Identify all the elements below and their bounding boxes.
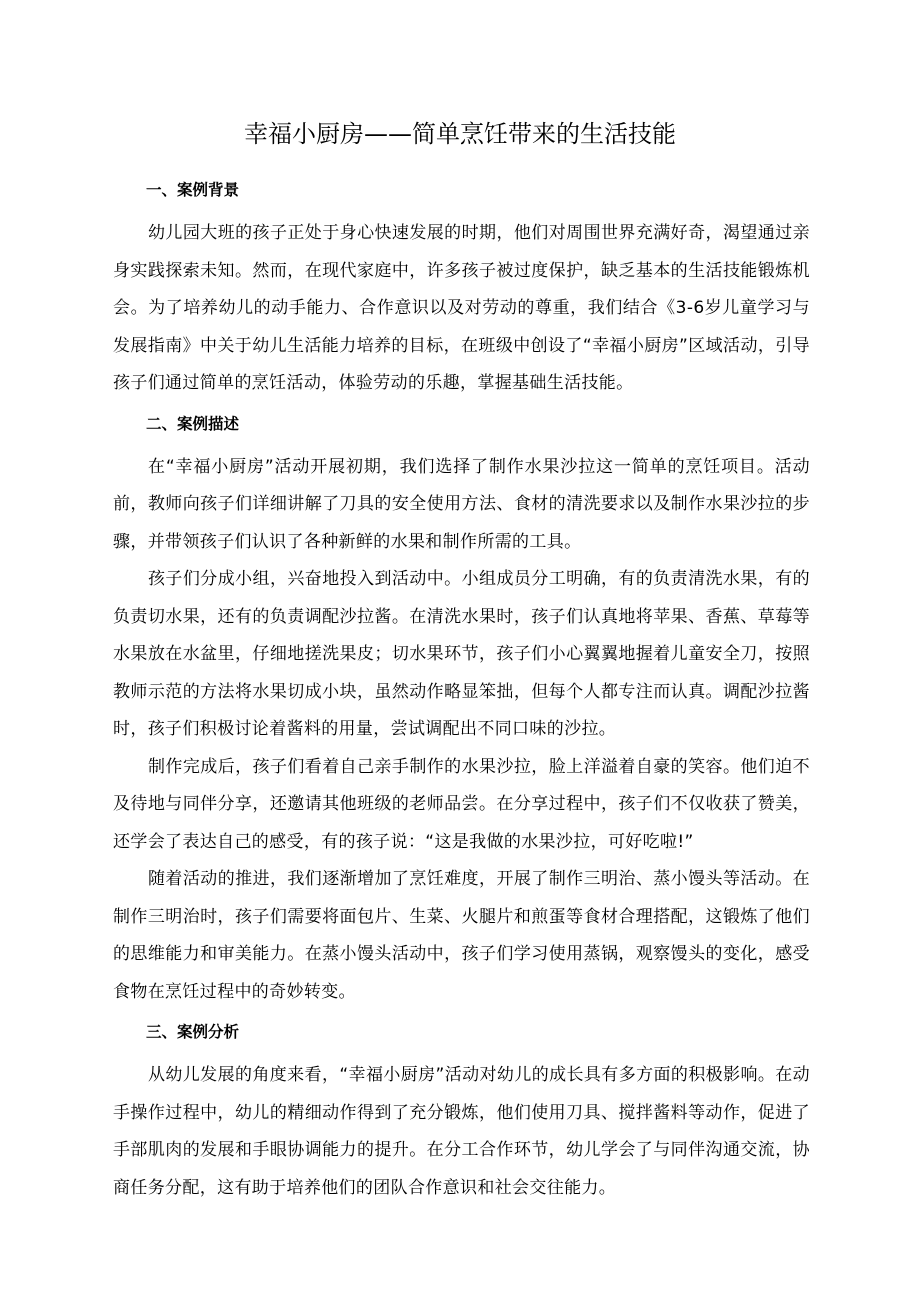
paragraph: 在“幸福小厨房”活动开展初期，我们选择了制作水果沙拉这一简单的烹饪项目。活动前，教师向孩子们详细讲解了刀具的安全使用方法、食材的清洗要求以及制作水果沙拉的步骤，并带领孩子们认识了各种新鲜的水果和制作所需的工具。 bbox=[113, 456, 810, 552]
page-title: 幸福小厨房——简单烹饪带来的生活技能 bbox=[244, 120, 676, 148]
paragraph: 制作完成后，孩子们看着自己亲手制作的水果沙拉，脸上洋溢着自豪的笑容。他们迫不及待地与同伴分享，还邀请其他班级的老师品尝。在分享过程中，孩子们不仅收获了赞美，还学会了表达自己的感受，有的孩子说：“这是我做的水果沙拉，可好吃啦!” bbox=[113, 756, 810, 852]
paragraph: 随着活动的推进，我们逐渐增加了烹饪难度，开展了制作三明治、蒸小馒头等活动。在制作三明治时，孩子们需要将面包片、生菜、火腿片和煎蛋等食材合理搭配，这锻炼了他们的思维能力和审美能力。在蒸小馒头活动中，孩子们学习使用蒸锅，观察馒头的变化，感受食物在烹饪过程中的奇妙转变。 bbox=[113, 869, 810, 1002]
section-background bbox=[113, 177, 810, 403]
paragraph: 幼儿园大班的孩子正处于身心快速发展的时期，他们对周围世界充满好奇，渴望通过亲身实践探索未知。然而，在现代家庭中，许多孩子被过度保护，缺乏基本的生活技能锻炼机会。为了培养幼儿的动手能力、合作意识以及对劳动的尊重，我们结合《3-6岁儿童学习与发展指南》中关于幼儿生活能力培养的目标，在班级中创设了“幸福小厨房”区域活动，引导孩子们通过简单的烹饪活动，体验劳动的乐趣，掌握基础生活技能。 bbox=[113, 223, 810, 393]
section-heading: 三、案例分析 bbox=[146, 1023, 240, 1041]
document-body bbox=[113, 177, 810, 1215]
section-analysis bbox=[113, 1019, 810, 1207]
section-heading: 一、案例背景 bbox=[146, 181, 240, 199]
paragraph: 从幼儿发展的角度来看，“幸福小厨房”活动对幼儿的成长具有多方面的积极影响。在动手操作过程中，幼儿的精细动作得到了充分锻炼，他们使用刀具、搅拌酱料等动作，促进了手部肌肉的发展和手眼协调能力的提升。在分工合作环节，幼儿学会了与同伴沟通交流，协商任务分配，这有助于培养他们的团队合作意识和社会交往能力。 bbox=[113, 1065, 810, 1198]
paragraph: 孩子们分成小组，兴奋地投入到活动中。小组成员分工明确，有的负责清洗水果，有的负责切水果，还有的负责调配沙拉酱。在清洗水果时，孩子们认真地将苹果、香蕉、草莓等水果放在水盆里，仔细地搓洗果皮；切水果环节，孩子们小心翼翼地握着儿童安全刀，按照教师示范的方法将水果切成小块，虽然动作略显笨拙，但每个人都专注而认真。调配沙拉酱时，孩子们积极讨论着酱料的用量，尝试调配出不同口味的沙拉。 bbox=[113, 569, 810, 739]
section-description bbox=[113, 411, 810, 1012]
section-heading: 二、案例描述 bbox=[146, 414, 240, 433]
